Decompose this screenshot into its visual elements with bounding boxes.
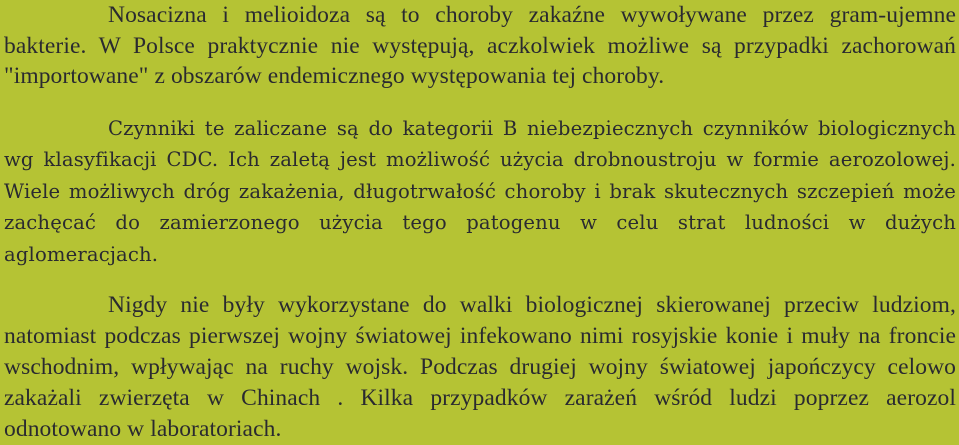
document-body — [4, 0, 956, 445]
paragraph-category-b-agents: Czynniki te zaliczane są do kategorii B niebezpiecznych czynników biologicznych wg klasyfikacji CDC. Ich zaletą jest możliwość użycia drobnoustroju w formie aerozolowej. Wiele możliwych dróg zakażenia, długotrwałość choroby i brak skutecznych szczepień może zachęcać do zamierzonego użycia tego patogenu w celu strat ludności w dużych aglomeracjach. — [4, 116, 956, 266]
paragraph-historical-use: Nigdy nie były wykorzystane do walki biologicznej skierowanej przeciw ludziom, natomiast podczas pierwszej wojny światowej infekowano nimi rosyjskie konie i muły na froncie wschodnim, wpływając na ruchy wojsk. Podczas drugiej wojny światowej japończycy celowo zakażali zwierzęta w Chinach . Kilka przypadków zarażeń wśród ludzi poprzez aerozol odnotowano w laboratoriach. — [4, 292, 956, 442]
paragraph-glanders-melioidosis: Nosacizna i melioidoza są to choroby zakaźne wywoływane przez gram-ujemne bakterie. W Polsce praktycznie nie występują, aczkolwiek możliwe są przypadki zachorowań "importowane" z obszarów endemicznego występowania tej choroby. — [4, 2, 956, 89]
